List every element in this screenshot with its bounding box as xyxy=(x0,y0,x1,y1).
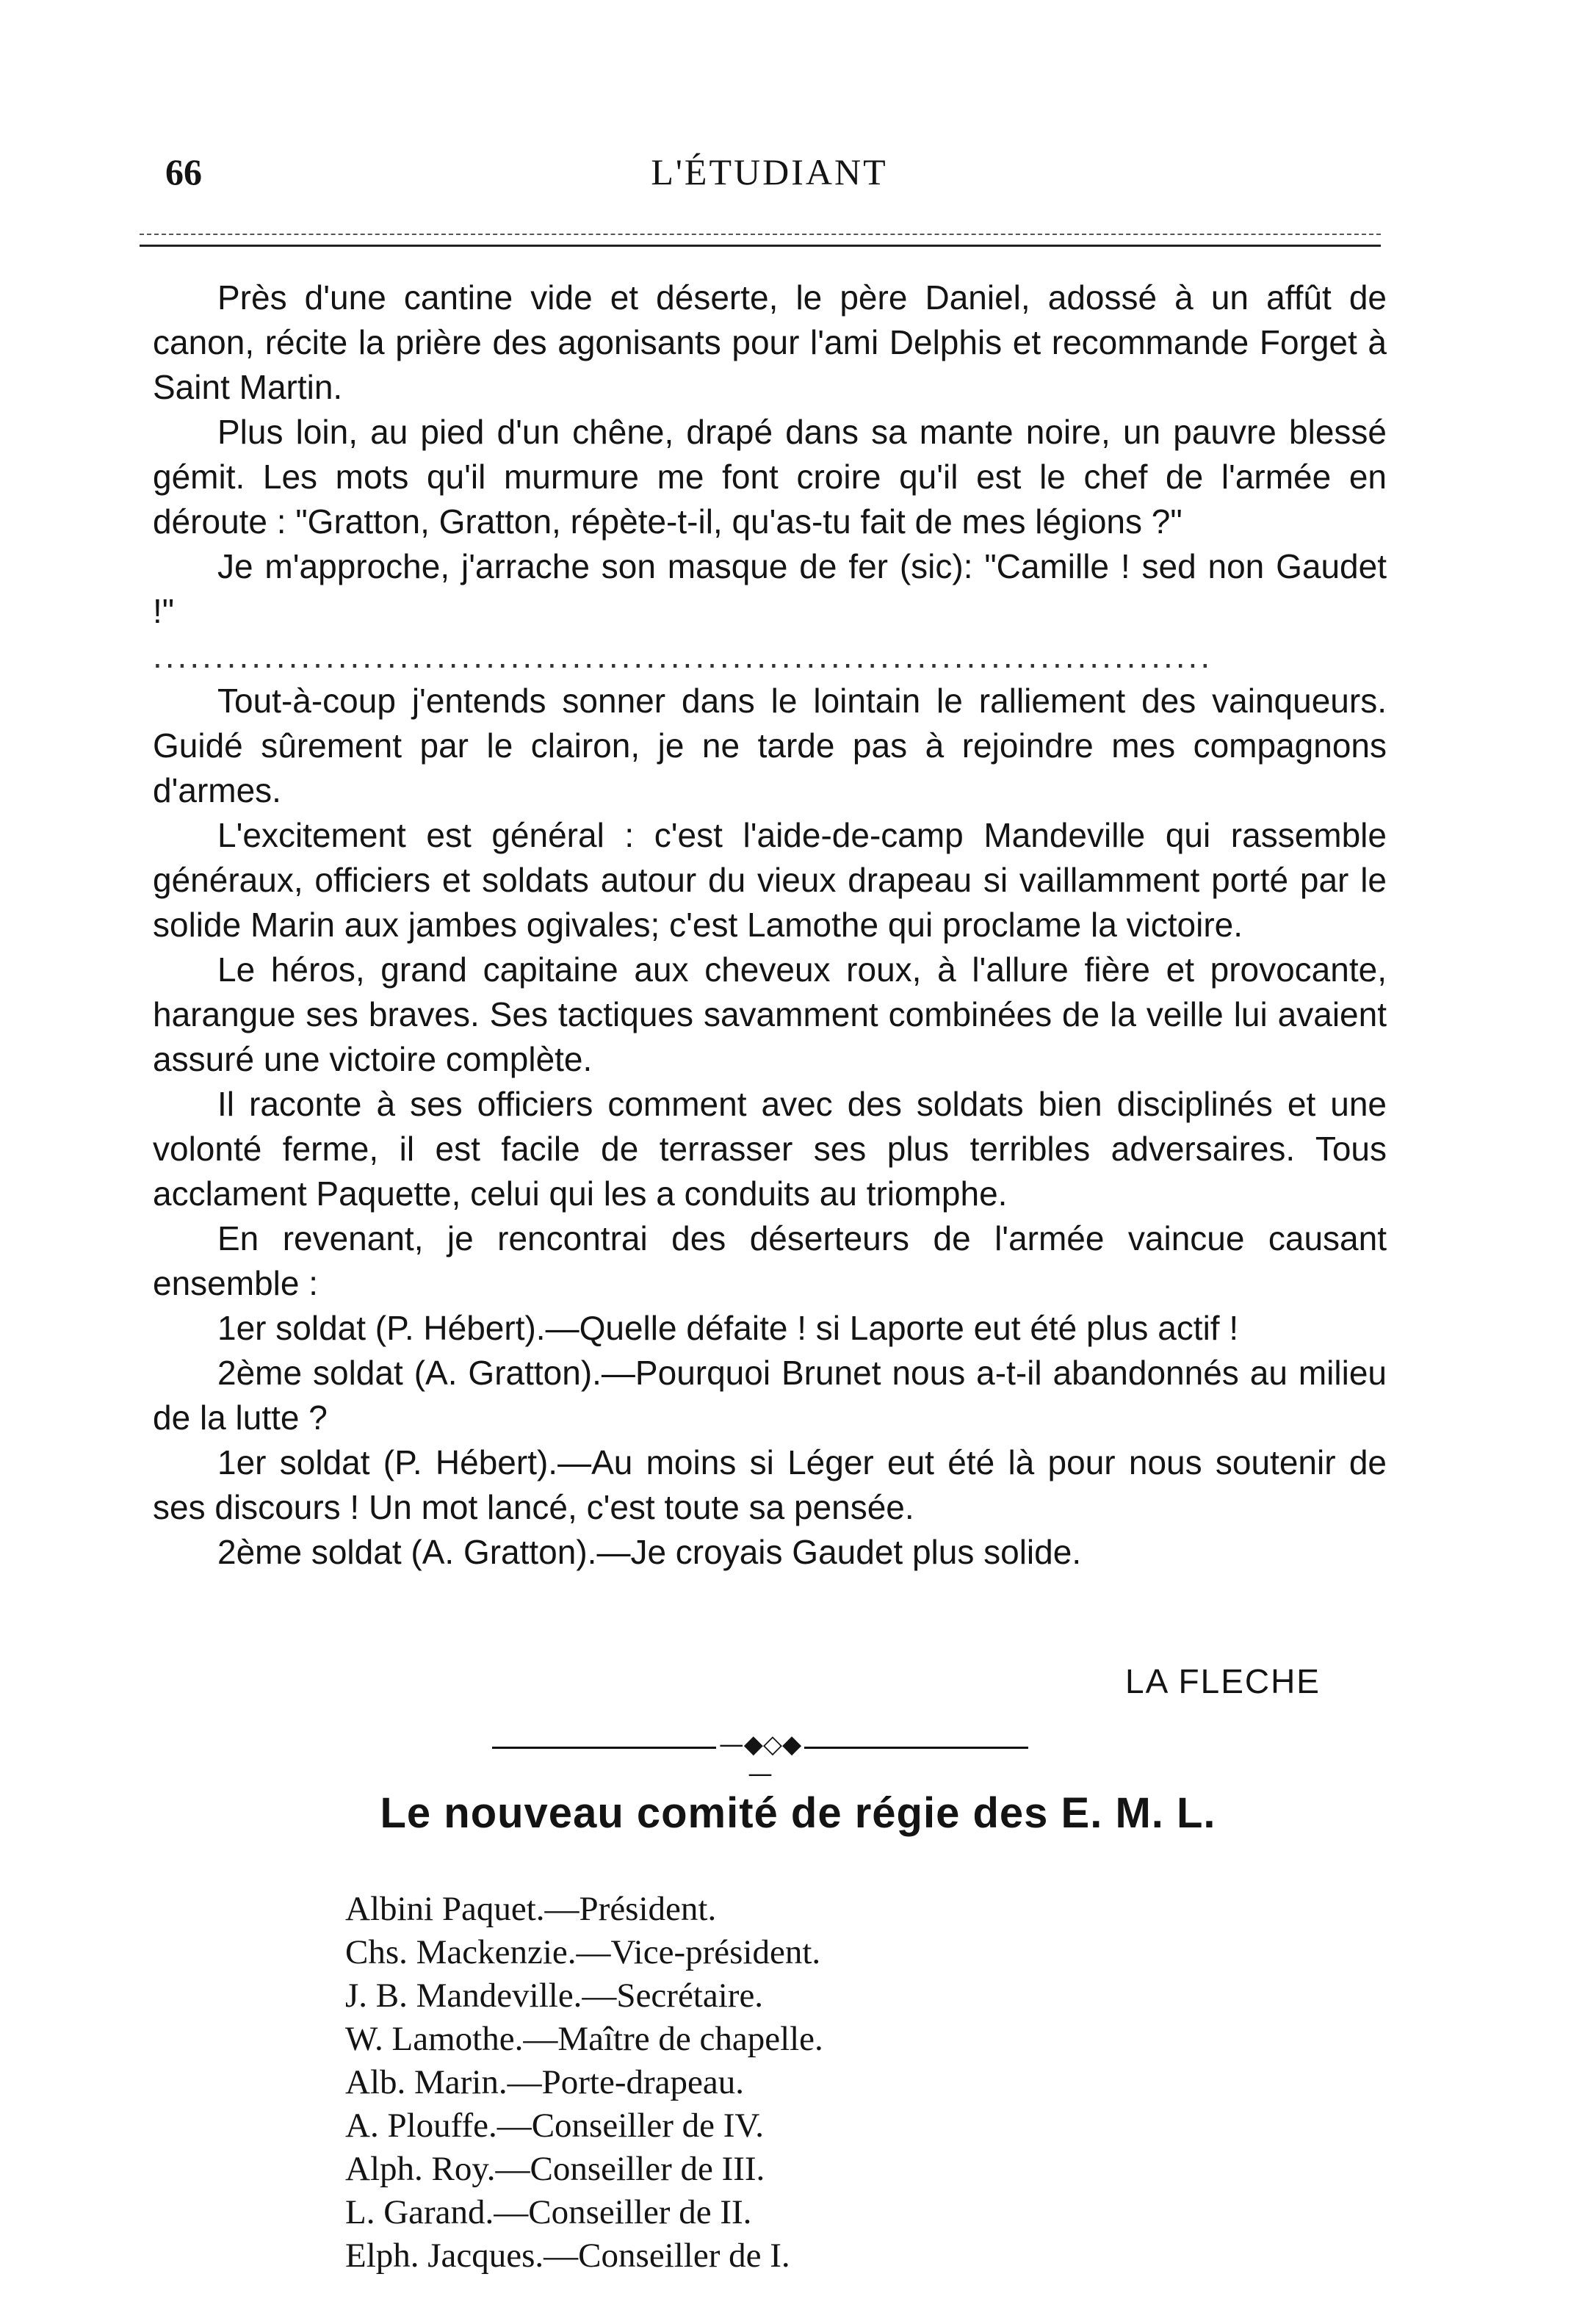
dialogue-line: 1er soldat (P. Hébert).—Au moins si Léger eut été là pour nous soutenir de ses discours ! Un mot lancé, c'est toute sa pensée. xyxy=(153,1443,1387,1526)
ornament-glyph: —◆◇◆— xyxy=(718,1730,802,1788)
ornament-line-left xyxy=(492,1747,716,1749)
page-number: 66 xyxy=(165,151,202,192)
author-signature: LA FLECHE xyxy=(1125,1662,1321,1700)
paragraph: Près d'une cantine vide et déserte, le père Daniel, adossé à un affût de canon, récite la prière des agonisants pour l'ami Delphis et recommande Forget à Saint Martin. xyxy=(153,278,1387,406)
paragraph: En revenant, je rencontrai des déserteurs de l'armée vaincue causant ensemble : xyxy=(153,1219,1387,1302)
list-item: W. Lamothe.—Maître de chapelle. xyxy=(345,2020,823,2058)
dialogue-line: 2ème soldat (A. Gratton).—Pourquoi Brunet nous a-t-il abandonnés au milieu de la lutte ? xyxy=(153,1354,1387,1437)
paragraph: Il raconte à ses officiers comment avec des soldats bien disciplinés et une volonté ferme, il est facile de terrasser ses plus terribles adversaires. Tous acclament Paquette, celui qui les a conduits au triomphe. xyxy=(153,1085,1387,1213)
paragraph: Je m'approche, j'arrache son masque de fer (sic): "Camille ! sed non Gaudet !" xyxy=(153,547,1387,630)
article-body xyxy=(153,275,1387,1575)
list-item: Albini Paquet.—Président. xyxy=(345,1890,717,1928)
list-item: Alb. Marin.—Porte-drapeau. xyxy=(345,2063,744,2101)
list-item: Alph. Roy.—Conseiller de III. xyxy=(345,2150,765,2188)
dotted-separator: ...................................................................................... xyxy=(153,637,1213,675)
dialogue-line: 1er soldat (P. Hébert).—Quelle défaite ! si Laporte eut été plus actif ! xyxy=(217,1309,1239,1347)
journal-title: L'ÉTUDIANT xyxy=(651,151,888,192)
list-item: A. Plouffe.—Conseiller de IV. xyxy=(345,2107,765,2145)
dialogue-line: 2ème soldat (A. Gratton).—Je croyais Gaudet plus solide. xyxy=(217,1533,1082,1571)
committee-list xyxy=(345,1888,823,2278)
paragraph: L'excitement est général : c'est l'aide-de-camp Mandeville qui rassemble généraux, officiers et soldats autour du vieux drapeau si vaillamment porté par le solide Marin aux jambes ogivales; c'est Lamothe qui proclame la victoire. xyxy=(153,816,1387,944)
section-ornament xyxy=(492,1730,1028,1788)
paragraph: Tout-à-coup j'entends sonner dans le lointain le ralliement des vainqueurs. Guidé sûrement par le clairon, je ne tarde pas à rejoindre mes compagnons d'armes. xyxy=(153,682,1387,809)
section-heading: Le nouveau comité de régie des E. M. L. xyxy=(380,1789,1216,1837)
list-item: Elph. Jacques.—Conseiller de I. xyxy=(345,2237,790,2275)
list-item: J. B. Mandeville.—Secrétaire. xyxy=(345,1977,764,2015)
paragraph: Plus loin, au pied d'un chêne, drapé dans sa mante noire, un pauvre blessé gémit. Les mots qu'il murmure me font croire qu'il est le chef de l'armée en déroute : "Gratton, Gratton, répète-t-il, qu'as-tu fait de mes légions ?" xyxy=(153,413,1387,541)
running-head xyxy=(165,151,1373,202)
header-rule-solid xyxy=(140,245,1381,247)
header-rule-dashed xyxy=(140,234,1381,235)
paragraph: Le héros, grand capitaine aux cheveux roux, à l'allure fière et provocante, harangue ses braves. Ses tactiques savamment combinées de la veille lui avaient assuré une victoire complète. xyxy=(153,950,1387,1078)
ornament-line-right xyxy=(804,1747,1028,1749)
list-item: Chs. Mackenzie.—Vice-président. xyxy=(345,1933,821,1971)
list-item: L. Garand.—Conseiller de II. xyxy=(345,2193,752,2231)
